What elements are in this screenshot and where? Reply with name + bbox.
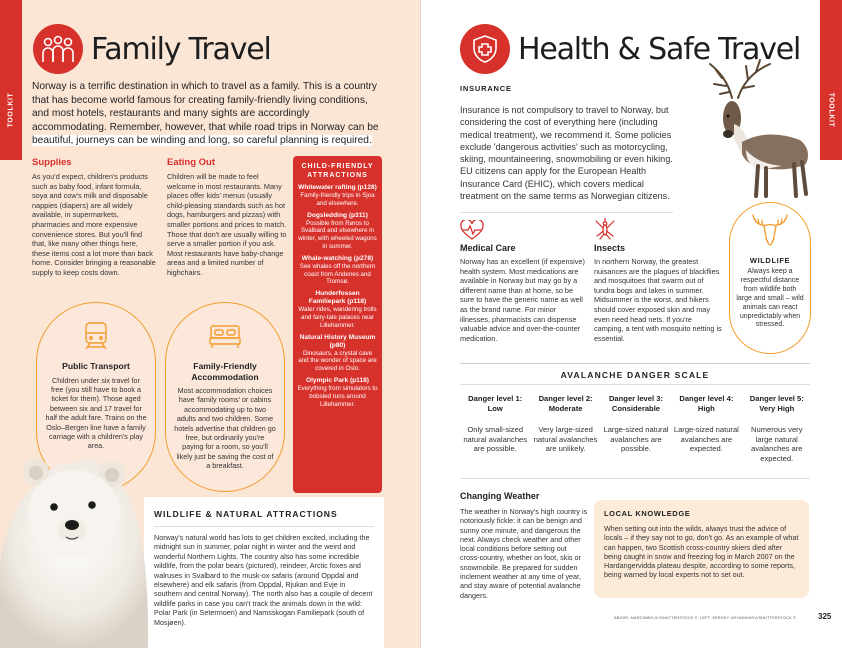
attraction-text: Everything from simulators to bobsled runs around Lillehammer.: [297, 384, 378, 408]
family-title: Family Travel: [91, 31, 271, 67]
child-friendly-title: CHILD-FRIENDLY ATTRACTIONS: [301, 163, 374, 179]
health-title: Health & Safe Travel: [518, 31, 801, 67]
attraction-item: [297, 377, 378, 408]
local-knowledge-box: [594, 500, 809, 598]
divider: [460, 384, 810, 385]
bed-icon: [166, 321, 284, 351]
attraction-title: Natural History Museum (p80): [299, 333, 376, 349]
local-knowledge-text: When setting out into the wilds, always trust the advice of locals – if they say not to go, don't go. As an example of what can happen, two Scottish cross-country skiers died after being caught in snow and freezing fog in March 2007 on the Hardangervidda plateau despite, according to some reports, being warned by local experts not to set out.: [604, 524, 799, 580]
eating-out-text: Children will be made to feel welcome in most restaurants. Many places offer kids' menus (usually child-pleasing standards such as hot dogs, hamburgers and pizzas) with smaller portions and prices to match. Those that don't are usually willing to serve a smaller portion if you ask. Most restaurants have baby-change areas and a limited number of highchairs.: [167, 172, 287, 277]
supplies-title: Supplies: [32, 157, 72, 168]
moose-icon: [750, 213, 790, 247]
heartbeat-icon: [460, 220, 484, 240]
toolkit-tab: [820, 0, 842, 160]
insects-section: [594, 243, 722, 343]
attraction-text: Possible from Røros to Svalbard and elsewhere in winter, with wheeled wagons in summer.: [298, 219, 377, 250]
accommodation-text: Most accommodation choices have 'family rooms' or cabins accommodating up to two adults and two children. Some hotels advertise that children go free, but ordinarily you're paying for a room, so you'll likely just be saving the cost of a breakfast.: [174, 386, 276, 471]
divider: [460, 212, 673, 213]
attraction-item: [297, 255, 378, 286]
avalanche-level: [601, 394, 671, 463]
avalanche-level: [530, 394, 600, 463]
attraction-text: Water rides, wandering trolls and fairy-tale palaces near Lillehammer.: [298, 306, 377, 329]
attraction-title: Whitewater rafting (p128): [298, 184, 377, 191]
attraction-title: Hunderfossen Familiepark (p118): [308, 290, 367, 306]
wildlife-warning-text: Always keep a respectful distance from wildlife both large and small – wild animals can react unpredictably when stressed.: [736, 268, 804, 329]
avalanche-level-desc: Only small-sized natural avalanches are possible.: [463, 425, 528, 453]
attraction-title: Olympic Park (p118): [305, 376, 370, 384]
insurance-text: Insurance is not compulsory to travel to Norway, but considering the cost of everything here (including medical treatment), we recommend it. Some policies exclude 'dangerous activities' such as motorcycling, skiing, mountaineering, snowmobiling or even hiking. EU citizens can apply for the European Health Insurance Card (EHIC), which covers medical treatment on the same terms as Norwegian citizens.: [460, 105, 673, 202]
toolkit-label: TOOLKIT: [7, 92, 15, 128]
supplies-section: [32, 157, 156, 278]
polar-bear-photo: [0, 442, 150, 648]
insects-text: In northern Norway, the greatest nuisances are the plagues of blackflies and mosquitoes that swarm out of tundra bogs and lakes in summer. Midsummer is the worst, and hikers should cover exposed skin and may even need head nets. If you're camping, a tent with mosquito netting is essential.: [594, 257, 722, 343]
eating-out-title: Eating Out: [167, 157, 216, 168]
photo-credit: ABOVE: MARCINWOJC/SHUTTERSTOCK ©; LEFT: SERGEY URYADNIKOV/SHUTTERSTOCK ©: [614, 616, 797, 620]
changing-weather-text: The weather in Norway's high country is notoriously fickle: it can be benign and sunny one minute, and dangerous the next. Always check weather and other local conditions before setting out cross-country, whether on foot, skis or snowmobile. Be prepared for sudden inclement weather at any time of year, and stay aware of potential avalanche dangers.: [460, 507, 588, 600]
avalanche-level-desc: Large-sized natural avalanches are expected.: [673, 425, 739, 453]
avalanche-level-desc: Very large-sized natural avalanches are unlikely.: [533, 425, 598, 453]
supplies-text: As you'd expect, children's products such as baby food, infant formula, soya and cow's milk and disposable nappies (diapers) are all widely available, in supermarkets, pharmacies and more expensive convenience stores. But you'll find that, like many other things here, these items cost a lot more than back home. Consider bringing a reasonable supply to keep costs down.: [32, 172, 156, 277]
accommodation-title: Family-Friendly Accommodation: [191, 361, 259, 382]
avalanche-level-desc: Numerous very large natural avalanches are expected.: [751, 425, 803, 463]
mosquito-icon: [594, 218, 616, 240]
public-transport-text: Children under six travel for free (you still have to book a ticket for them). Those aged between six and 17 travel for half the adult fare. Trains on the Oslo–Bergen line have a family carriage with a children's play area.: [45, 375, 147, 451]
family-icon: [33, 24, 83, 74]
family-intro-highlight: beautiful, journeys can be winding and long, so careful planning is required.: [32, 135, 372, 147]
attraction-item: [297, 184, 378, 208]
toolkit-tab: [0, 0, 22, 160]
attraction-item: [297, 334, 378, 373]
attraction-text: Dinosaurs, a crystal cave and the wonder of space are covered in Oslo.: [298, 349, 377, 373]
family-intro-text: Norway is a terrific destination in which to travel as a family. This is a country that has become world famous for creating family-friendly living conditions, and most hotels, restaurants and many sights are accordingly accommodating. Remember, however, that while road trips in Norway can be: [32, 81, 379, 133]
attraction-item: [297, 212, 378, 251]
divider: [460, 478, 810, 479]
wildlife-attractions-box: [144, 497, 384, 648]
avalanche-scale-table: [460, 394, 812, 463]
divider: [460, 363, 810, 364]
avalanche-level-name: Danger level 3: Considerable: [608, 394, 663, 413]
changing-weather-title: Changing Weather: [460, 491, 540, 501]
page-number: 325: [818, 612, 832, 621]
attraction-title: Whale-watching (p278): [301, 254, 374, 262]
attraction-title: Dogsledding (p311): [307, 211, 368, 219]
accommodation-pill: [165, 302, 285, 492]
avalanche-level: [671, 394, 741, 463]
attraction-text: See whales off the northern coast from Andenes and Tromsø.: [299, 262, 376, 286]
avalanche-level-name: Danger level 2: Moderate: [538, 394, 593, 413]
medical-cross-icon: [460, 24, 510, 74]
family-intro: [32, 80, 384, 148]
child-friendly-box: [293, 156, 382, 493]
toolkit-label: TOOLKIT: [827, 92, 835, 128]
reindeer-photo: [698, 58, 814, 200]
avalanche-scale-title: AVALANCHE DANGER SCALE: [560, 370, 710, 380]
local-knowledge-title: LOCAL KNOWLEDGE: [604, 509, 691, 518]
public-transport-title: Public Transport: [62, 361, 130, 371]
insurance-title: INSURANCE: [460, 84, 512, 93]
avalanche-level-name: Danger level 5: Very High: [749, 394, 804, 413]
attraction-text: Family-friendly trips in Sjoa and elsewhere.: [300, 192, 375, 207]
wildlife-warning-title: WILDLIFE: [749, 256, 791, 265]
wildlife-warning-pill: [729, 202, 811, 354]
avalanche-level-name: Danger level 4: High: [679, 394, 734, 413]
insects-title: Insects: [594, 243, 626, 253]
medical-care-text: Norway has an excellent (if expensive) health system. Most medications are available in Norway but may go by a different name than at home, so be sure to have the generic name as well as the brand name. For minor illnesses, pharmacists can dispense valuable advice and over-the-counter medication.: [460, 257, 585, 343]
attraction-item: [297, 290, 378, 329]
wildlife-attractions-text: Norway's natural world has lots to get children excited, including the midnight sun in summer, polar night in winter and the weird and wonderful Northern Lights. The country also has some incredible wildlife, from the polar bears (pictured), reindeer, Arctic foxes and walruses in Svalbard to the musk-ox safaris (around Oppdal and elsewhere) and elk safaris (from Oppdal, Rjukan and Evje in southern and central Norway). The north also has a couple of decent wildlife parks in case you can't track the animals down in the wild: Polar Park (in Setermoen) and Namsskogan Familiepark (south of Mosjøen).: [154, 533, 373, 627]
avalanche-level-name: Danger level 1: Low: [468, 394, 523, 413]
avalanche-level: [742, 394, 812, 463]
medical-care-section: [460, 243, 588, 343]
family-title-block: [33, 24, 271, 74]
eating-out-section: [167, 157, 289, 278]
medical-care-title: Medical Care: [460, 243, 516, 253]
avalanche-level-desc: Large-sized natural avalanches are possible.: [603, 425, 669, 453]
avalanche-level: [460, 394, 530, 463]
train-icon: [37, 321, 155, 351]
wildlife-attractions-title: WILDLIFE & NATURAL ATTRACTIONS: [154, 509, 374, 527]
